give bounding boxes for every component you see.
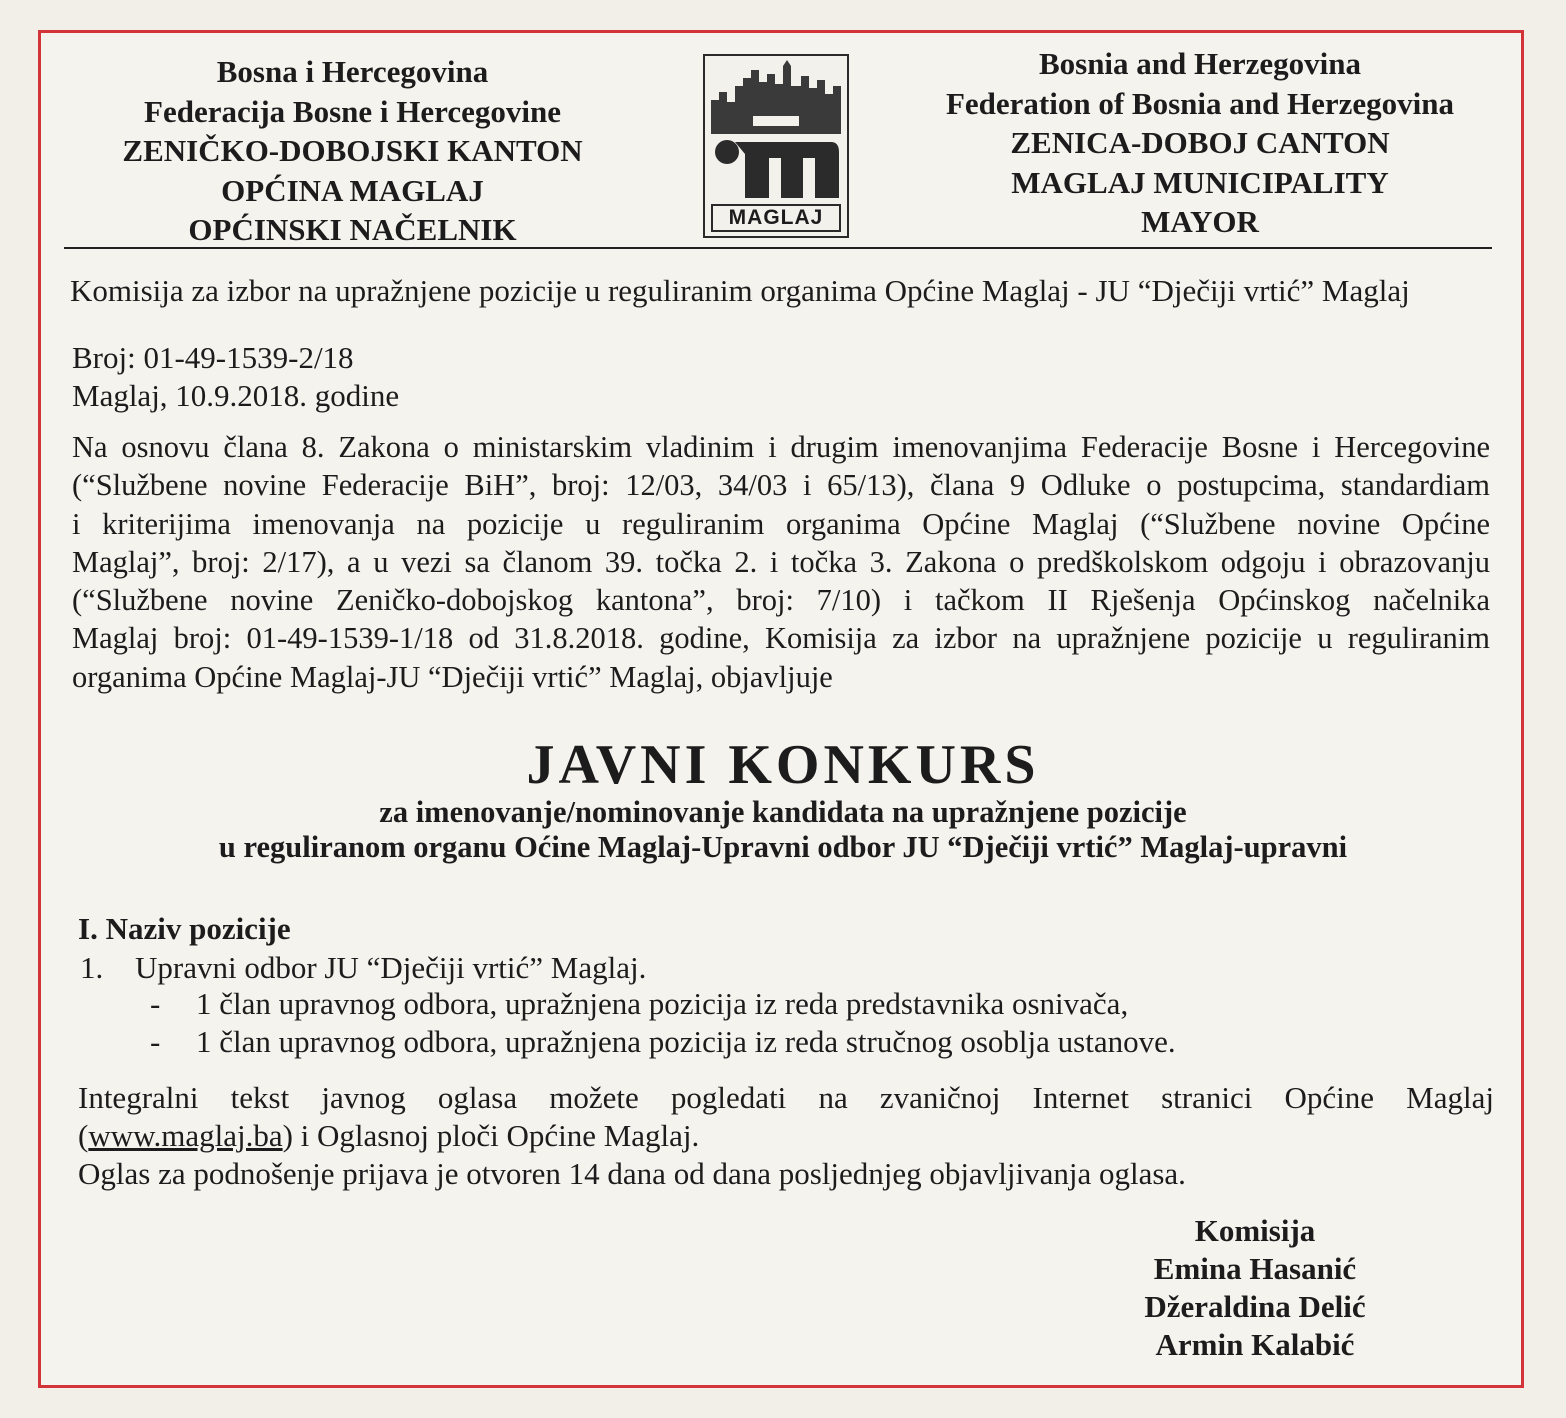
signature-member: Džeraldina Delić <box>1144 1289 1366 1324</box>
body-line: Maglaj broj: 01-49-1539-1/18 od 31.8.2018. godine, Komisija za izbor na upražnjene pozicije u reguliranim <box>72 621 1490 656</box>
header-right-line-mayor: MAYOR <box>1141 204 1259 239</box>
paren-open: ( <box>78 1118 89 1153</box>
reference-date: Maglaj, 10.9.2018. godine <box>72 378 400 413</box>
header-right-line-canton: ZENICA-DOBOJ CANTON <box>1010 125 1390 160</box>
header-left-line-canton: ZENIČKO-DOBOJSKI KANTON <box>122 133 583 168</box>
list-item: 1 član upravnog odbora, upražnjena pozicija iz reda predstavnika osnivača, <box>196 986 1129 1021</box>
website-link[interactable]: www.maglaj.ba <box>88 1118 283 1153</box>
header-divider <box>64 247 1492 249</box>
header-right-english <box>905 44 1495 242</box>
legal-basis-paragraph <box>72 428 1490 696</box>
header-left-line-country: Bosna i Hercegovina <box>216 54 489 89</box>
header-left-line-federation: Federacija Bosne i Hercegovine <box>144 93 561 129</box>
notice-subtitle-line2: u reguliranom organu Oćine Maglaj-Upravni odbor JU “Dječiji vrtić” Maglaj-upravni <box>218 830 1348 864</box>
signature-member: Armin Kalabić <box>1155 1327 1355 1362</box>
signature-member: Emina Hasanić <box>1153 1251 1357 1286</box>
integral-text-rest: ) i Oglasnoj ploči Općine Maglaj. <box>282 1118 700 1153</box>
maglaj-coat-of-arms-icon <box>703 54 849 238</box>
item-text: Upravni odbor JU “Dječiji vrtić” Maglaj. <box>135 950 647 985</box>
body-line: (“Službene novine Zeničko-dobojskog kantona”, broj: 7/10) i tačkom II Rješenja Općinskog načelnika <box>72 583 1490 618</box>
signature-heading: Komisija <box>1194 1213 1316 1248</box>
body-line: (“Službene novine Federacije BiH”, broj: 12/03, 34/03 i 65/13), člana 9 Odluke o postupcima, standardiam <box>72 468 1490 503</box>
body-line: organima Općine Maglaj-JU “Dječiji vrtić” Maglaj, objavljuje <box>72 659 833 694</box>
body-line: Na osnovu člana 8. Zakona o ministarskim vladinim i drugim imenovanjima Federacije Bosne i Hercegovine <box>72 430 1490 464</box>
integral-text-line2 <box>78 1118 699 1154</box>
header-right-line-country: Bosnia and Herzegovina <box>1038 46 1362 81</box>
section-heading: I. Naziv pozicije <box>78 911 291 946</box>
header-left-line-municipality: OPĆINA MAGLAJ <box>221 172 484 208</box>
body-line: Maglaj”, broj: 2/17), a u vezi sa članom 39. točka 2. i točka 3. Zakona o predškolskom odgoju i obrazovanju <box>72 544 1490 579</box>
deadline-text: Oglas za podnošenje prijava je otvoren 14 dana od dana posljednjeg objavljivanja oglasa. <box>78 1156 1186 1191</box>
header-left-line-mayor: OPĆINSKI NAČELNIK <box>188 212 517 247</box>
integral-text-line1: Integralni tekst javnog oglasa možete pogledati na zvaničnoj Internet stranici Općine Maglaj <box>78 1080 1494 1115</box>
list-item: 1 član upravnog odbora, upražnjena pozicija iz reda stručnog osoblja ustanove. <box>196 1024 1176 1059</box>
signature-block <box>1110 1212 1400 1364</box>
notice-subtitle-line1: za imenovanje/nominovanje kandidata na upražnjene pozicije <box>379 795 1187 829</box>
header-right-line-municipality: MAGLAJ MUNICIPALITY <box>1011 164 1389 200</box>
list-bullet: - <box>150 986 161 1021</box>
reference-number: Broj: 01-49-1539-2/18 <box>72 340 354 375</box>
list-bullet: - <box>150 1024 161 1059</box>
body-line: i kriterijima imenovanja na pozicije u reguliranim organima Općine Maglaj (“Službene novine Općine <box>72 506 1490 541</box>
committee-line: Komisija za izbor na upražnjene pozicije u reguliranim organima Općine Maglaj - JU “Dječiji vrtić” Maglaj <box>70 273 1410 308</box>
logo-text: MAGLAJ <box>711 204 841 232</box>
notice-title: JAVNI KONKURS <box>526 734 1040 796</box>
header-left-bosnian <box>60 52 645 250</box>
header-right-line-federation: Federation of Bosnia and Herzegovina <box>945 85 1455 121</box>
item-number: 1. <box>80 950 104 985</box>
